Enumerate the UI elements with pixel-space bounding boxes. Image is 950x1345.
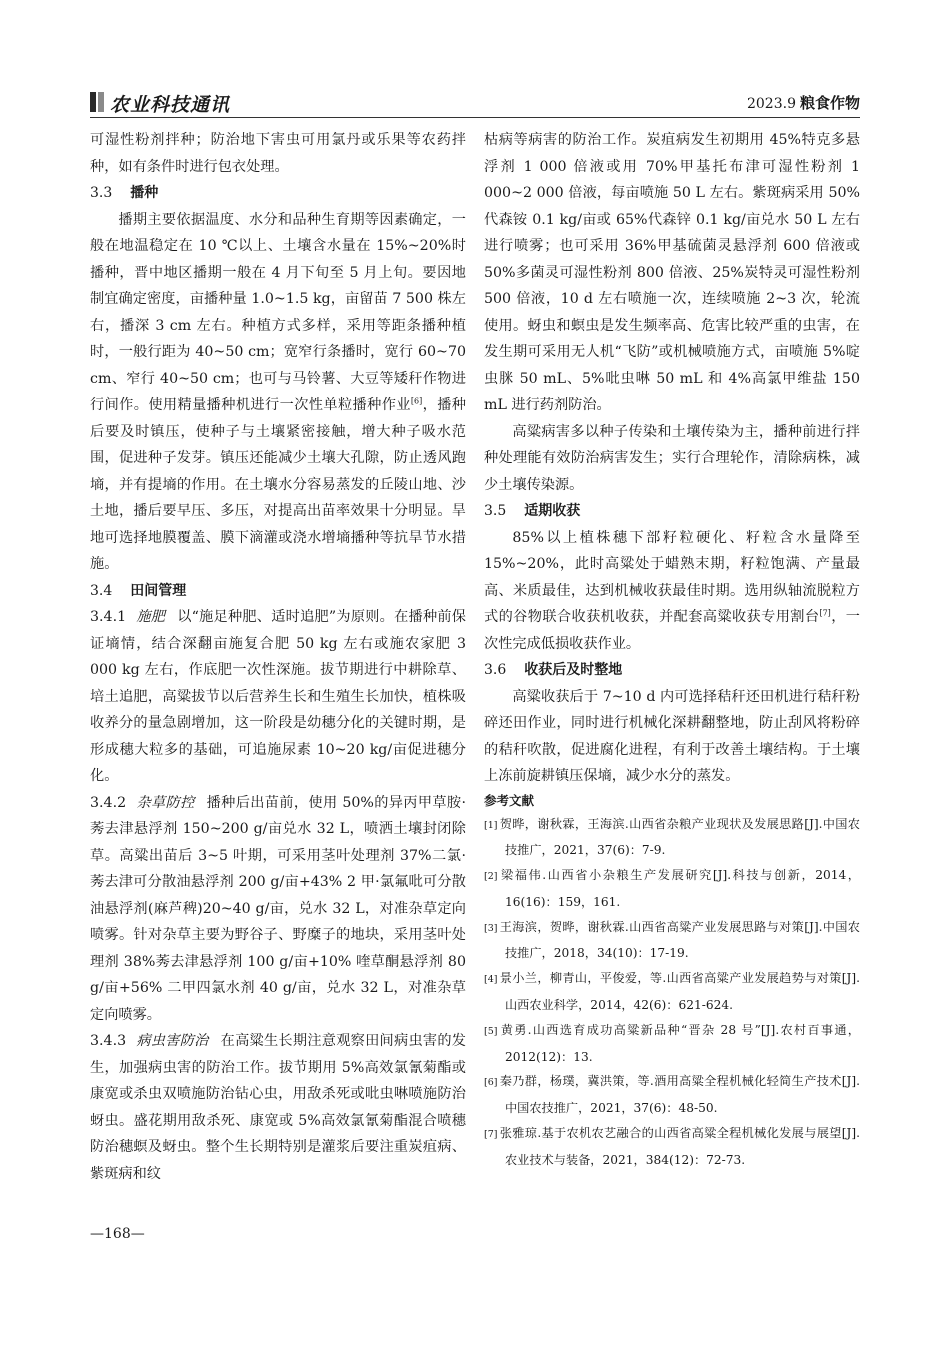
reference-item: [1] 贺晔，谢秋霖，王海滨.山西省杂粮产业现状及发展思路[J].中国农技推广，2021，37(6)：7-9. <box>484 816 860 858</box>
right-column <box>484 127 860 1173</box>
paragraph: 可湿性粉剂拌种；防治地下害虫可用氯丹或乐果等农药拌种，如有条件时进行包衣处理。 <box>90 132 466 175</box>
subsection-number: 3.4.3 <box>90 1033 127 1049</box>
reference-item: [5] 黄勇.山西选育成功高粱新品种“晋杂 28 号”[J].农村百事通，2012(12)：13. <box>484 1022 860 1064</box>
column-name: 粮食作物 <box>799 94 860 112</box>
header-rule <box>90 117 860 118</box>
page-number: —168— <box>90 1226 145 1242</box>
citation: [6] <box>410 396 423 406</box>
journal-title: 农业科技通讯 <box>110 94 231 116</box>
section-heading: 3.6 收获后及时整地 <box>484 662 623 678</box>
section-heading: 3.3 播种 <box>90 185 159 201</box>
page-header <box>90 90 860 114</box>
reference-item: [3] 王海滨，贺晔，谢秋霖.山西省高粱产业发展思路与对策[J].中国农技推广，2018，34(10)：17-19. <box>484 919 860 961</box>
section-heading: 3.4 田间管理 <box>90 582 187 599</box>
reference-item: [4] 景小兰，柳青山，平俊爱，等.山西省高粱产业发展趋势与对策[J].山西农业科学，2014，42(6)：621-624. <box>484 971 860 1013</box>
paragraph: 高粱病害多以种子传染和土壤传染为主，播种前进行拌种处理能有效防治病害发生；实行合理轮作，清除病株，减少土壤传染源。 <box>484 423 860 493</box>
references-title: 参考文献 <box>484 792 535 808</box>
subsection-title: 杂草防控 <box>136 794 195 811</box>
section-heading: 3.5 适期收获 <box>484 503 581 519</box>
citation: [7] <box>819 608 831 618</box>
paragraph: 枯病等病害的防治工作。炭疽病发生初期用 45%特克多悬浮剂 1 000 倍液或用 70%甲基托布津可湿性粉剂 1 000~2 000 倍液，每亩喷施 50 L 左右。紫斑病采用 50%代森铵 0.1 kg/亩或 65%代森锌 0.1 kg/亩兑水 50 L 左右进行喷雾；也可采用 36%甲基硫菌灵悬浮剂 600 倍液或 50%多菌灵可湿性粉剂 800 倍液、25%炭特灵可湿性粉剂 500 倍液，10 d 左右喷施一次，连续喷施 2~3 次，轮流使用。蚜虫和螟虫是发生频率高、危害比较严重的虫害，在发生期可采用无人机“飞防”或机械喷施方式，亩喷施 5%啶虫脒 50 mL、5%吡虫啉 50 mL 和 4%高氯甲维盐 150 mL 进行药剂防治。 <box>484 132 860 413</box>
subsection-number: 3.4.1 <box>90 609 127 625</box>
reference-list <box>484 812 860 1173</box>
paragraph: 85%以上植株穗下部籽粒硬化、籽粒含水量降至 15%~20%，此时高粱处于蜡熟末期，籽粒饱满、产量最高、米质最佳，达到机械收获最佳时期。选用纵轴流脱粒方式的谷物联合收获机收获，并配套高粱收获专用割台[7]，一次性完成低损收获作业。 <box>484 529 860 652</box>
paragraph: 3.4.2 杂草防控 播种后出苗前，使用 50%的异丙甲草胺·莠去津悬浮剂 150~200 g/亩兑水 32 L，喷洒土壤封闭除草。高粱出苗后 3~5 叶期，可采用茎叶处理剂 37%二氯·莠去津可分散油悬浮剂 200 g/亩+43% 2 甲·氯氟吡可分散油悬浮剂(麻芦稗)20~40 g/亩，兑水 32 L，对准杂草定向喷雾。针对杂草主要为野谷子、野糜子的地块，采用茎叶处理剂 38%莠去津悬浮剂 100 g/亩+10% 喹草酮悬浮剂 80 g/亩+56% 二甲四氯水剂 40 g/亩，兑水 32 L，对准杂草定向喷雾。 <box>90 794 466 1023</box>
paragraph: 高粱收获后于 7~10 d 内可选择秸秆还田机进行秸秆粉碎还田作业，同时进行机械化深耕翻整地，防止刮风将粉碎的秸秆吹散，促进腐化进程，有利于改善土壤结构。于土壤上冻前旋耕镇压保墒，减少水分的蒸发。 <box>484 688 860 784</box>
paragraph: 3.4.3 病虫害防治 在高粱生长期注意观察田间病虫害的发生，加强病虫害的防治工作。拔节期用 5%高效氯氰菊酯或康宽或杀虫双喷施防治钻心虫，用敌杀死或吡虫啉喷施防治蚜虫。盛花期用敌杀死、康宽或 5%高效氯氰菊酯混合喷穗防治穗螟及蚜虫。整个生长期特别是灌浆后要注重炭疽病、紫斑病和纹 <box>90 1033 466 1182</box>
reference-item: [6] 秦乃群，杨璞，冀洪策，等.酒用高粱全程机械化轻简生产技术[J].中国农技推广，2021，37(6)：48-50. <box>484 1074 860 1116</box>
header-bar-light <box>98 92 104 112</box>
header-bar-dark <box>90 92 96 112</box>
reference-item: [7] 张雅琼.基于农机农艺融合的山西省高粱全程机械化发展与展望[J].农业技术与装备，2021，384(12)：72-73. <box>484 1126 860 1167</box>
left-column <box>90 127 466 1187</box>
issue-number: 2023.9 <box>746 96 796 112</box>
subsection-title: 病虫害防治 <box>136 1033 209 1049</box>
issue-info <box>747 92 860 113</box>
reference-item: [2] 梁福伟.山西省小杂粮生产发展研究[J].科技与创新，2014，16(16)：159，161. <box>484 868 860 909</box>
subsection-title: 施肥 <box>136 609 166 625</box>
paragraph: 3.4.1 施肥 以“施足种肥、适时追肥”为原则。在播种前保证墒情，结合深翻亩施复合肥 50 kg 左右或施农家肥 3 000 kg 左右，作底肥一次性深施。拔节期进行中耕除草、培土追肥，高粱拔节以后营养生长和生殖生长加快，植株吸收养分的量急剧增加，这一阶段是幼穗分化的关键时期，是形成穗大粒多的基础，可追施尿素 10~20 kg/亩促进穗分化。 <box>90 609 466 784</box>
paragraph: 播期主要依据温度、水分和品种生育期等因素确定，一般在地温稳定在 10 ℃以上、土壤含水量在 15%~20%时播种，晋中地区播期一般在 4 月下旬至 5 月上旬。要因地制宜确定密度，亩播种量 1.0~1.5 kg，亩留苗 7 500 株左右，播深 3 cm 左右。种植方式多样，采用等距条播种植时，一般行距为 40~50 cm；宽窄行条播时，宽行 60~70 cm、窄行 40~50 cm；也可与马铃薯、大豆等矮秆作物进行间作。使用精量播种机进行一次性单粒播种作业[6]，播种后要及时镇压，使种子与土壤紧密接触，增大种子吸水范围，促进种子发芽。镇压还能减少土壤大孔隙，防止透风跑墒，并有提墒的作用。在土壤水分容易蒸发的丘陵山地、沙土地，播后要早压、多压，对提高出苗率效果十分明显。旱地可选择地膜覆盖、膜下滴灌或浇水增墒播种等抗旱节水措施。 <box>90 211 466 572</box>
subsection-number: 3.4.2 <box>90 794 127 811</box>
